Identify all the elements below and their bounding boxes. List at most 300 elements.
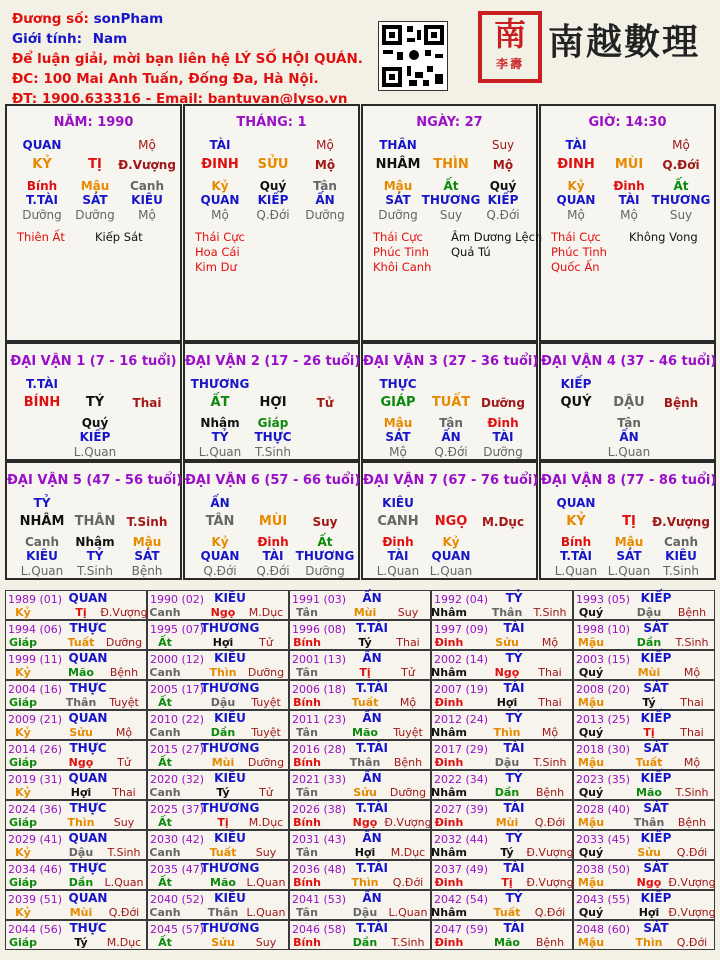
- year-growth: Thai: [396, 636, 420, 649]
- star-label: Quốc Ấn: [551, 260, 600, 274]
- hidden-stage: Q.Đới: [486, 208, 520, 222]
- year-stem: Giáp: [8, 876, 38, 889]
- year-ten-god: THƯƠNG: [200, 801, 260, 815]
- luck-ten-god: TỶ: [33, 496, 51, 510]
- hidden-ten-god: KIÊU: [131, 193, 163, 207]
- year-label: 2047 (59): [434, 923, 489, 936]
- year-branch: Thân: [65, 696, 97, 709]
- year-ten-god: KIÊU: [214, 831, 246, 845]
- year-growth: Đ.Vượng: [526, 876, 574, 889]
- year-cell: [289, 620, 431, 650]
- year-growth: M.Dục: [248, 606, 284, 619]
- year-cell: [5, 710, 147, 740]
- luck-hidden-stage: Mộ: [389, 445, 407, 459]
- luck-hidden-stage: L.Quan: [198, 445, 242, 459]
- year-label: 2035 (47): [150, 863, 205, 876]
- pillar-stage: Suy: [491, 138, 515, 152]
- hidden-ten-god: SÁT: [82, 193, 108, 207]
- year-growth: Q.Đới: [392, 876, 424, 889]
- luck-branch: TỊ: [622, 514, 636, 529]
- year-cell: [431, 710, 573, 740]
- luck-ten-god: THƯƠNG: [190, 377, 250, 391]
- year-label: 2027 (39): [434, 803, 489, 816]
- hidden-stem: Ất: [443, 179, 459, 193]
- hidden-ten-god: TÀI: [618, 193, 640, 207]
- year-branch: Dậu: [210, 696, 236, 709]
- year-growth: T.Sinh: [675, 636, 709, 649]
- year-label: 2036 (48): [292, 863, 347, 876]
- year-stem: Kỷ: [15, 606, 31, 619]
- year-cell: [431, 770, 573, 800]
- year-branch: Mão: [494, 936, 520, 949]
- year-ten-god: ẤN: [362, 891, 382, 905]
- year-label: 2010 (22): [150, 713, 205, 726]
- hidden-ten-god: KIẾP: [487, 193, 519, 207]
- luck-hidden-ten-god: TÀI: [262, 549, 284, 563]
- year-growth: Dưỡng: [389, 786, 427, 799]
- year-growth: Mộ: [683, 666, 701, 679]
- year-cell: [289, 650, 431, 680]
- luck-hidden-stem: Nhâm: [75, 535, 115, 549]
- luck-hidden-stem: Tân: [617, 416, 641, 430]
- hidden-stage: Mộ: [567, 208, 585, 222]
- year-ten-god: QUAN: [68, 771, 108, 785]
- year-ten-god: TÀI: [503, 921, 525, 935]
- year-growth: Tử: [259, 636, 273, 649]
- pillar-cell: [361, 104, 543, 342]
- luck-ten-god: KIÊU: [382, 496, 414, 510]
- luck-pillar-title: ĐẠI VẬN 5 (47 - 56 tuổi): [7, 473, 183, 488]
- luck-hidden-ten-god: KIÊU: [26, 549, 58, 563]
- year-cell: [573, 890, 715, 920]
- gender-label: Giới tính:: [12, 31, 83, 47]
- year-growth: T.Sinh: [391, 936, 425, 949]
- luck-hidden-stage: Bệnh: [131, 564, 163, 578]
- pillar-stem: NHÂM: [375, 157, 421, 172]
- year-branch: Thân: [349, 756, 381, 769]
- year-label: 2006 (18): [292, 683, 347, 696]
- year-stem: Giáp: [8, 936, 38, 949]
- red-seal: [478, 11, 542, 83]
- year-ten-god: T.TÀI: [356, 681, 388, 695]
- pillar-ten-god: TÀI: [565, 138, 587, 152]
- luck-hidden-stage: L.Quan: [429, 564, 473, 578]
- luck-stem: NHÂM: [19, 514, 65, 529]
- pillar-branch: MÙI: [614, 157, 644, 172]
- year-growth: L.Quan: [104, 876, 144, 889]
- hidden-stage: Suy: [669, 208, 693, 222]
- year-ten-god: ẤN: [362, 711, 382, 725]
- year-label: 2008 (20): [576, 683, 631, 696]
- luck-branch: DẬU: [613, 395, 645, 410]
- pillar-ten-god: TÀI: [209, 138, 231, 152]
- luck-stem: QUÝ: [560, 395, 592, 410]
- luck-hidden-ten-god: THỰC: [254, 430, 292, 444]
- year-stem: Tân: [296, 906, 318, 919]
- star-label: Khôi Canh: [373, 260, 432, 274]
- pillar-stem: KỶ: [32, 157, 52, 172]
- star-label: Thiên Ất: [17, 230, 65, 244]
- luck-pillar-cell: [539, 461, 716, 580]
- year-growth: Tuyệt: [109, 696, 139, 709]
- year-growth: Bệnh: [393, 756, 423, 769]
- luck-hidden-stem: Đinh: [257, 535, 289, 549]
- hidden-stage: Mộ: [620, 208, 638, 222]
- year-growth: T.Sinh: [533, 756, 567, 769]
- year-branch: Dần: [210, 726, 236, 739]
- year-label: 2034 (46): [8, 863, 63, 876]
- luck-hidden-ten-god: TỶ: [211, 430, 229, 444]
- year-ten-god: THƯƠNG: [200, 681, 260, 695]
- luck-hidden-stem: Mậu: [132, 535, 162, 549]
- year-ten-god: ẤN: [362, 651, 382, 665]
- year-ten-god: QUAN: [68, 831, 108, 845]
- year-stem: Đinh: [434, 696, 464, 709]
- year-branch: Tý: [216, 786, 230, 799]
- luck-pillar-cell: [183, 461, 360, 580]
- year-label: 2011 (23): [292, 713, 347, 726]
- year-label: 2001 (13): [292, 653, 347, 666]
- year-branch: Thìn: [493, 726, 521, 739]
- year-cell: [289, 590, 431, 620]
- year-stem: Giáp: [8, 816, 38, 829]
- year-cell: [573, 650, 715, 680]
- year-label: 2024 (36): [8, 803, 63, 816]
- year-branch: Mão: [68, 666, 94, 679]
- year-growth: Mộ: [541, 636, 559, 649]
- year-label: 2005 (17): [150, 683, 205, 696]
- luck-ten-god: THỰC: [379, 377, 417, 391]
- luck-hidden-stage: L.Quan: [376, 564, 420, 578]
- year-cell: [573, 740, 715, 770]
- year-growth: M.Dục: [248, 816, 284, 829]
- gender-value: Nam: [92, 31, 128, 47]
- year-branch: Dậu: [68, 846, 94, 859]
- hidden-stage: Dưỡng: [75, 208, 115, 222]
- year-ten-god: TÀI: [503, 801, 525, 815]
- year-cell: [147, 890, 289, 920]
- year-growth: Tử: [401, 666, 415, 679]
- luck-growth: M.Dục: [481, 515, 525, 529]
- year-ten-god: THƯƠNG: [200, 861, 260, 875]
- year-cell: [147, 920, 289, 950]
- year-growth: M.Dục: [390, 846, 426, 859]
- year-ten-god: THƯƠNG: [200, 921, 260, 935]
- year-growth: Dưỡng: [105, 636, 143, 649]
- year-stem: Giáp: [8, 696, 38, 709]
- luck-ten-god: T.TÀI: [26, 377, 58, 391]
- luck-ten-god: ẤN: [210, 496, 230, 510]
- year-growth: Đ.Vượng: [384, 816, 432, 829]
- year-cell: [5, 770, 147, 800]
- year-cell: [147, 710, 289, 740]
- year-growth: Thai: [112, 786, 136, 799]
- year-branch: Mùi: [495, 816, 519, 829]
- year-branch: Ngọ: [352, 816, 378, 829]
- year-growth: Suy: [397, 606, 419, 619]
- year-stem: Tân: [296, 606, 318, 619]
- year-growth: Đ.Vượng: [100, 606, 148, 619]
- year-ten-god: THỰC: [69, 621, 107, 635]
- hidden-stage: Mộ: [138, 208, 156, 222]
- year-stem: Nhâm: [431, 786, 467, 799]
- year-stem: Canh: [149, 726, 181, 739]
- year-branch: Dậu: [352, 906, 378, 919]
- year-cell: [147, 650, 289, 680]
- year-stem: Đinh: [434, 816, 464, 829]
- pillar-growth: Đ.Vượng: [118, 158, 176, 172]
- hidden-stem: Kỷ: [211, 179, 229, 193]
- year-stem: Giáp: [8, 636, 38, 649]
- year-cell: [147, 770, 289, 800]
- year-ten-god: T.TÀI: [356, 861, 388, 875]
- year-ten-god: T.TÀI: [356, 741, 388, 755]
- year-cell: [431, 740, 573, 770]
- year-cell: [5, 740, 147, 770]
- year-ten-god: TÀI: [503, 681, 525, 695]
- year-stem: Bính: [293, 756, 321, 769]
- luck-growth: Đ.Vượng: [652, 515, 710, 529]
- year-ten-god: KIẾP: [640, 591, 672, 605]
- year-label: 2022 (34): [434, 773, 489, 786]
- luck-ten-god: KIẾP: [560, 377, 592, 391]
- year-label: 2040 (52): [150, 893, 205, 906]
- year-cell: [5, 890, 147, 920]
- year-cell: [5, 830, 147, 860]
- pillar-stage: Mộ: [316, 138, 334, 152]
- year-cell: [431, 590, 573, 620]
- hidden-stem: Bính: [26, 179, 58, 193]
- header-info: [12, 9, 363, 109]
- year-growth: Bệnh: [677, 816, 707, 829]
- year-ten-god: KIÊU: [214, 651, 246, 665]
- year-growth: L.Quan: [388, 906, 428, 919]
- hidden-stage: Dưỡng: [378, 208, 418, 222]
- year-growth: Đ.Vượng: [668, 876, 716, 889]
- year-cell: [147, 680, 289, 710]
- year-stem: Nhâm: [431, 666, 467, 679]
- year-label: 2025 (37): [150, 803, 205, 816]
- hidden-stem: Đinh: [613, 179, 645, 193]
- year-label: 1999 (11): [8, 653, 63, 666]
- year-growth: Bệnh: [535, 936, 565, 949]
- year-ten-god: KIẾP: [640, 651, 672, 665]
- hidden-ten-god: QUAN: [556, 193, 596, 207]
- year-stem: Mậu: [577, 636, 605, 649]
- year-stem: Canh: [149, 666, 181, 679]
- year-stem: Ất: [158, 816, 172, 829]
- year-stem: Nhâm: [431, 726, 467, 739]
- year-cell: [289, 830, 431, 860]
- luck-growth: Suy: [312, 515, 338, 529]
- year-branch: Tị: [643, 726, 655, 739]
- year-growth: Suy: [113, 816, 135, 829]
- year-branch: Mùi: [211, 756, 235, 769]
- year-ten-god: THỰC: [69, 801, 107, 815]
- year-ten-god: SÁT: [643, 741, 669, 755]
- luck-growth: Bệnh: [663, 396, 699, 410]
- year-label: 2037 (49): [434, 863, 489, 876]
- year-growth: Mộ: [683, 756, 701, 769]
- year-branch: Mùi: [637, 666, 661, 679]
- year-growth: Q.Đới: [676, 846, 708, 859]
- year-cell: [573, 800, 715, 830]
- year-branch: Mùi: [69, 906, 93, 919]
- year-growth: Q.Đới: [534, 906, 566, 919]
- hidden-ten-god: THƯƠNG: [651, 193, 711, 207]
- contact-line: Để luận giải, mời bạn liên hệ LÝ SỐ HỘI QUÁN.: [12, 51, 363, 67]
- year-stem: Quý: [578, 666, 604, 679]
- luck-hidden-stage: L.Quan: [607, 564, 651, 578]
- year-label: 1993 (05): [576, 593, 631, 606]
- year-cell: [573, 860, 715, 890]
- qr-code-icon: [378, 21, 448, 91]
- hidden-ten-god: THƯƠNG: [421, 193, 481, 207]
- year-cell: [289, 710, 431, 740]
- year-ten-god: KIÊU: [214, 771, 246, 785]
- year-growth: Đ.Vượng: [668, 906, 716, 919]
- year-cell: [431, 920, 573, 950]
- pillar-branch: TỊ: [88, 157, 102, 172]
- year-ten-god: TỶ: [505, 891, 523, 905]
- year-label: 2031 (43): [292, 833, 347, 846]
- year-stem: Bính: [293, 696, 321, 709]
- star-label: Không Vong: [629, 230, 698, 244]
- luck-hidden-stem: Bính: [560, 535, 592, 549]
- year-ten-god: KIẾP: [640, 891, 672, 905]
- year-stem: Đinh: [434, 936, 464, 949]
- year-stem: Canh: [149, 906, 181, 919]
- year-growth: Mộ: [399, 696, 417, 709]
- star-label: Thái Cực: [551, 230, 601, 244]
- year-growth: Tử: [259, 786, 273, 799]
- year-ten-god: QUAN: [68, 651, 108, 665]
- year-ten-god: THỰC: [69, 741, 107, 755]
- year-label: 2017 (29): [434, 743, 489, 756]
- year-label: 2021 (33): [292, 773, 347, 786]
- year-growth: T.Sinh: [533, 606, 567, 619]
- year-ten-god: TỶ: [505, 831, 523, 845]
- year-label: 2015 (27): [150, 743, 205, 756]
- luck-branch: THÂN: [74, 514, 116, 529]
- year-growth: Q.Đới: [108, 906, 140, 919]
- year-stem: Tân: [296, 846, 318, 859]
- year-stem: Đinh: [434, 876, 464, 889]
- pillar-cell: [539, 104, 716, 342]
- luck-hidden-stage: Q.Đới: [434, 445, 468, 459]
- year-ten-god: KIÊU: [214, 591, 246, 605]
- year-cell: [147, 590, 289, 620]
- year-ten-god: KIẾP: [640, 771, 672, 785]
- luck-pillar-title: ĐẠI VẬN 4 (37 - 46 tuổi): [541, 354, 717, 369]
- owner-label: Đương số:: [12, 11, 89, 27]
- hidden-ten-god: SÁT: [385, 193, 411, 207]
- year-label: 2046 (58): [292, 923, 347, 936]
- year-branch: Mùi: [353, 606, 377, 619]
- star-label: Thái Cực: [195, 230, 245, 244]
- pillar-branch: THÌN: [433, 157, 469, 172]
- pillar-stem: ĐINH: [201, 157, 239, 172]
- year-growth: Tuyệt: [393, 726, 423, 739]
- year-branch: Tị: [217, 816, 229, 829]
- year-growth: Đ.Vượng: [526, 846, 574, 859]
- year-branch: Sửu: [637, 846, 661, 859]
- year-ten-god: KIẾP: [640, 711, 672, 725]
- year-branch: Sửu: [69, 726, 93, 739]
- year-cell: [147, 740, 289, 770]
- luck-stem: CANH: [377, 514, 419, 529]
- year-ten-god: THƯƠNG: [200, 741, 260, 755]
- year-ten-god: KIÊU: [214, 891, 246, 905]
- luck-hidden-stem: Canh: [25, 535, 59, 549]
- year-cell: [5, 620, 147, 650]
- luck-pillar-cell: [5, 461, 182, 580]
- year-cell: [147, 830, 289, 860]
- year-stem: Kỷ: [15, 786, 31, 799]
- year-branch: Thìn: [635, 936, 663, 949]
- year-branch: Hợi: [354, 846, 376, 859]
- year-stem: Bính: [293, 876, 321, 889]
- year-ten-god: SÁT: [643, 621, 669, 635]
- year-ten-god: THƯƠNG: [200, 621, 260, 635]
- year-stem: Tân: [296, 726, 318, 739]
- year-growth: Dưỡng: [247, 756, 285, 769]
- year-branch: Tý: [642, 696, 656, 709]
- year-ten-god: ẤN: [362, 591, 382, 605]
- luck-hidden-stem: Mậu: [383, 416, 413, 430]
- luck-hidden-stage: L.Quan: [20, 564, 64, 578]
- luck-pillar-title: ĐẠI VẬN 3 (27 - 36 tuổi): [363, 354, 539, 369]
- year-cell: [573, 680, 715, 710]
- year-branch: Tý: [500, 846, 514, 859]
- year-ten-god: TÀI: [503, 621, 525, 635]
- star-label: Âm Dương Lệch: [451, 230, 543, 244]
- year-cell: [289, 920, 431, 950]
- year-branch: Dần: [352, 936, 378, 949]
- year-ten-god: THỰC: [69, 861, 107, 875]
- year-stem: Quý: [578, 786, 604, 799]
- year-ten-god: QUAN: [68, 711, 108, 725]
- year-branch: Mão: [210, 876, 236, 889]
- year-cell: [573, 620, 715, 650]
- year-cell: [431, 890, 573, 920]
- pillar-stem: ĐINH: [557, 157, 595, 172]
- luck-hidden-stem: Quý: [81, 416, 109, 430]
- year-label: 2033 (45): [576, 833, 631, 846]
- year-cell: [573, 920, 715, 950]
- year-growth: Mộ: [541, 726, 559, 739]
- luck-hidden-ten-god: TỶ: [86, 549, 104, 563]
- luck-hidden-stem: Kỷ: [442, 535, 460, 549]
- luck-hidden-stem: Đinh: [382, 535, 414, 549]
- year-label: 2009 (21): [8, 713, 63, 726]
- hidden-ten-god: T.TÀI: [26, 193, 58, 207]
- year-stem: Quý: [578, 606, 604, 619]
- year-growth: Q.Đới: [676, 936, 708, 949]
- year-branch: Thìn: [351, 876, 379, 889]
- star-label: Hoa Cái: [195, 245, 240, 259]
- year-cell: [5, 860, 147, 890]
- year-stem: Đinh: [434, 756, 464, 769]
- year-label: 2042 (54): [434, 893, 489, 906]
- luck-hidden-ten-god: KIÊU: [665, 549, 697, 563]
- year-growth: Suy: [255, 846, 277, 859]
- year-branch: Tuất: [635, 756, 663, 769]
- pillar-ten-god: QUAN: [22, 138, 62, 152]
- luck-stem: GIÁP: [380, 395, 416, 410]
- year-branch: Tuất: [67, 636, 95, 649]
- year-label: 1998 (10): [576, 623, 631, 636]
